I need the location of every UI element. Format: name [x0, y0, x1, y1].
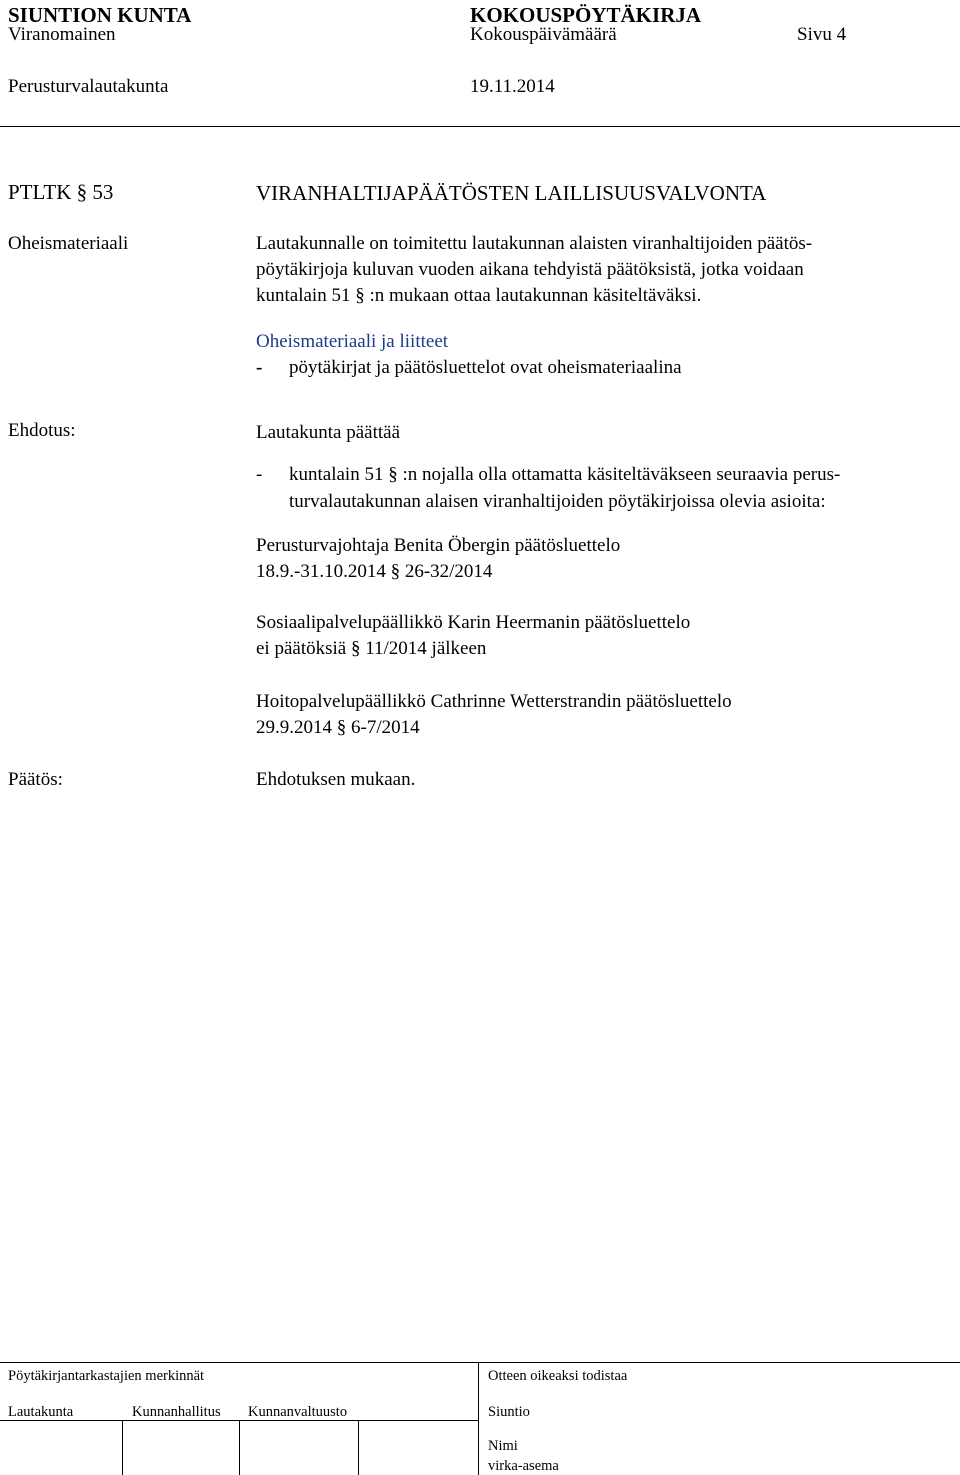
- list-title: Hoitopalvelupäällikkö Cathrinne Wetterstrandin päätösluettelo: [256, 691, 732, 712]
- footer-col-kunnanvaltuusto: Kunnanvaltuusto: [248, 1404, 348, 1420]
- list-title: Perusturvajohtaja Benita Öbergin päätösluettelo: [256, 535, 621, 556]
- attachment-item-text: pöytäkirjat ja päätösluettelot ovat oheismateriaalina: [289, 357, 682, 378]
- footer-col-rule: [358, 1420, 359, 1475]
- list-title: Sosiaalipalvelupäällikkö Karin Heermanin päätösluettelo: [256, 612, 691, 633]
- background-line: pöytäkirjoja kuluvan vuoden aikana tehdyistä päätöksistä, jotka voidaan: [256, 259, 804, 280]
- dash-bullet: -: [256, 464, 263, 485]
- proposal-label: Ehdotus:: [8, 420, 76, 441]
- footer-col-rule: [239, 1420, 240, 1475]
- page-number: Sivu 4: [797, 24, 847, 45]
- proposal-item-line: kuntalain 51 § :n nojalla olla ottamatta käsiteltäväkseen seuraavia perus-: [289, 464, 841, 485]
- footer-col-kunnanhallitus: Kunnanhallitus: [132, 1404, 221, 1420]
- footer-col-lautakunta: Lautakunta: [8, 1404, 74, 1420]
- attachments-heading: Oheismateriaali ja liitteet: [256, 331, 449, 352]
- list-detail: ei päätöksiä § 11/2014 jälkeen: [256, 638, 487, 659]
- footer-position: virka-asema: [488, 1458, 559, 1474]
- footer-top-rule: [0, 1362, 960, 1363]
- proposal-intro: Lautakunta päättää: [256, 422, 401, 443]
- authority-name: Perusturvalautakunta: [8, 76, 169, 97]
- background-line: Lautakunnalle on toimitettu lautakunnan alaisten viranhaltijoiden päätös-: [256, 233, 813, 254]
- footer-center-rule: [478, 1362, 479, 1475]
- meeting-date: 19.11.2014: [470, 76, 555, 97]
- proposal-item: [256, 461, 840, 515]
- header-divider: [0, 126, 960, 127]
- list-detail: 29.9.2014 § 6-7/2014: [256, 717, 420, 738]
- background-label: Oheismateriaali: [8, 233, 129, 254]
- attachment-item: [256, 355, 682, 381]
- authority-label: Viranomainen: [8, 24, 116, 45]
- dash-bullet: -: [256, 357, 263, 378]
- date-label: Kokouspäivämäärä: [470, 24, 617, 45]
- doc-type: KOKOUSPÖYTÄKIRJA: [470, 3, 702, 27]
- footer-col-rule: [122, 1420, 123, 1475]
- section-title: VIRANHALTIJAPÄÄTÖSTEN LAILLISUUSVALVONTA: [256, 181, 767, 205]
- decision-text: Ehdotuksen mukaan.: [256, 769, 416, 790]
- footer-place: Siuntio: [488, 1404, 530, 1420]
- decision-list-2: [256, 610, 690, 662]
- decision-label: Päätös:: [8, 769, 63, 790]
- decision-list-1: [256, 533, 620, 585]
- background-line: kuntalain 51 § :n mukaan ottaa lautakunnan käsiteltäväksi.: [256, 285, 702, 306]
- section-id: PTLTK § 53: [8, 180, 114, 204]
- footer-certified: Otteen oikeaksi todistaa: [488, 1368, 628, 1384]
- decision-list-3: [256, 689, 732, 741]
- footer-name: Nimi: [488, 1438, 518, 1454]
- footer-checkers: Pöytäkirjantarkastajien merkinnät: [8, 1368, 205, 1384]
- proposal-item-line: turvalautakunnan alaisen viranhaltijoiden pöytäkirjoissa olevia asioita:: [289, 491, 826, 512]
- background-text: [256, 231, 812, 309]
- org-name: SIUNTION KUNTA: [8, 3, 192, 27]
- list-detail: 18.9.-31.10.2014 § 26-32/2014: [256, 561, 493, 582]
